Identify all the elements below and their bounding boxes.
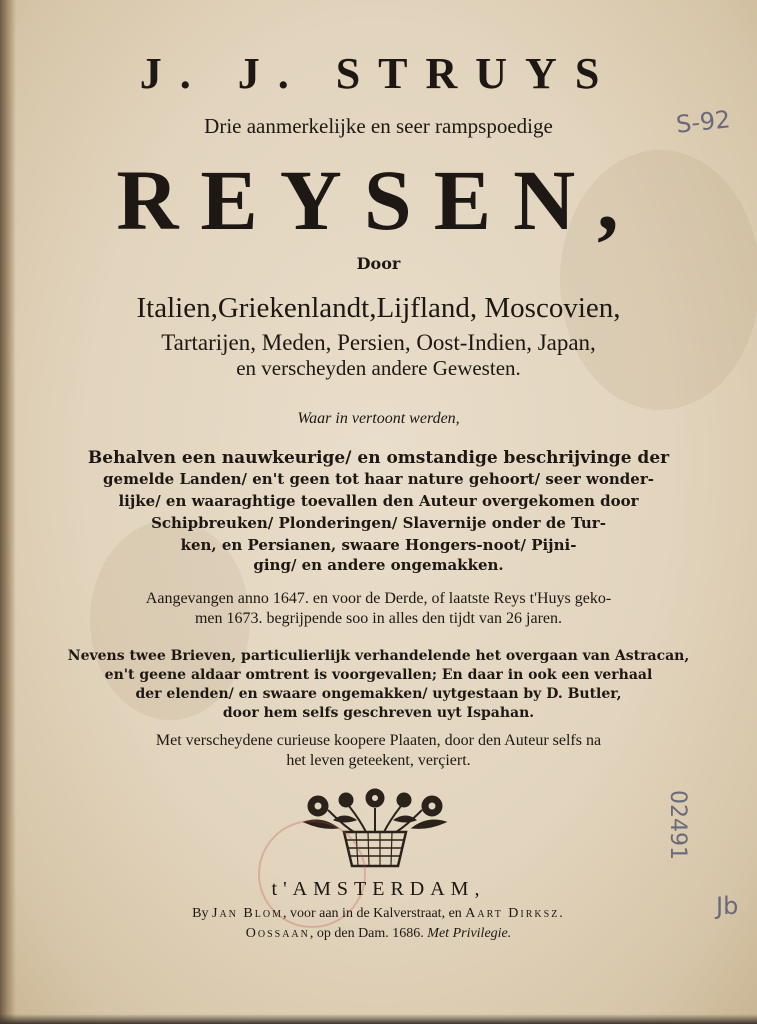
shelfmark-annotation: S-92 bbox=[674, 105, 732, 139]
description-line: lijke/ en waaraghtige toevallen den Auteur overgekomen door bbox=[118, 492, 639, 510]
letters-line: door hem selfs geschreven uyt Ispahan. bbox=[222, 705, 535, 721]
description-line: gemelde Landen/ en't geen tot haar nature gehoort/ seer wonder- bbox=[103, 470, 654, 488]
voyage-dates-line: Aangevangen anno 1647. en voor de Derde, of laatste Reys t'Huys geko- bbox=[145, 590, 612, 607]
imprint-city: t'AMSTERDAM, bbox=[271, 878, 486, 900]
voyage-dates-line: men 1673. begrijpende soo in alles den tijdt van 26 jaren. bbox=[194, 610, 563, 627]
letters-line: der elenden/ en swaare ongemakken/ uytgestaan by D. Butler, bbox=[135, 686, 622, 702]
plates-line: Met verscheydene curieuse koopere Plaaten, door den Auteur selfs na bbox=[155, 732, 602, 749]
inventory-number-annotation: 02491 bbox=[665, 790, 690, 860]
places-line-3: en verscheyden andere Gewesten. bbox=[236, 356, 521, 380]
places-line-1: Italien,Griekenlandt,Lijfland, Moscovien, bbox=[136, 292, 621, 324]
main-title: REYSEN, bbox=[116, 152, 641, 248]
places-line-2: Tartarijen, Meden, Persien, Oost-Indien, Japan, bbox=[161, 330, 596, 355]
subtitle: Drie aanmerkelijke en seer rampspoedige bbox=[204, 114, 553, 138]
description-line: Schipbreuken/ Plonderingen/ Slavernije onder de Tur- bbox=[151, 514, 606, 532]
description-line: Behalven een nauwkeurige/ en omstandige beschrijvinge der bbox=[87, 448, 670, 468]
imprint-publisher-line: By Jan Blom, voor aan in de Kalverstraat, en Aart Dirksz. bbox=[192, 906, 565, 921]
description-line: ging/ en andere ongemakken. bbox=[253, 556, 504, 574]
letters-line: en't geene aldaar omtrent is voorgevallen; En daar in ook een verhaal bbox=[104, 667, 653, 683]
letters-line: Nevens twee Brieven, particulierlijk verhandelende het overgaan van Astracan, bbox=[67, 648, 690, 664]
door-word: Door bbox=[356, 254, 401, 273]
page-bottom-shadow bbox=[0, 1014, 757, 1024]
description-line: ken, en Persianen, swaare Hongers-noot/ Pijni- bbox=[180, 536, 577, 554]
plates-line: het leven geteekent, verçiert. bbox=[286, 752, 471, 769]
waar-in-line: Waar in vertoont werden, bbox=[297, 410, 460, 427]
corner-annotation: Jb bbox=[716, 892, 739, 920]
author-name: J. J. STRUYS bbox=[139, 49, 618, 98]
imprint-date-line: Oossaan, op den Dam. 1686. Met Privilegie. bbox=[245, 926, 512, 941]
